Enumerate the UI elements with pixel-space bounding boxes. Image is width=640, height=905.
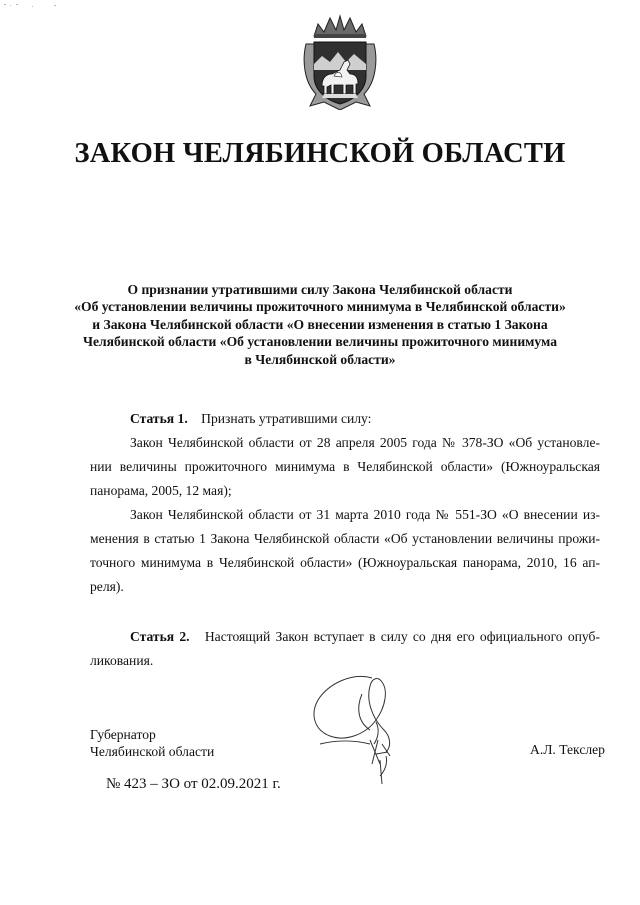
article-1-lead: Признать утратившими силу: (201, 411, 372, 426)
paragraph-line: нии величины прожиточного минимума в Челябинской области» (Южноуральская (90, 459, 600, 474)
paragraph-line: ликования. (90, 653, 154, 668)
article-2-label: Статья 2. (130, 629, 190, 644)
handwritten-signature (300, 660, 410, 785)
article-2-heading-line (90, 625, 600, 649)
article-1-heading-line (90, 407, 600, 431)
law-title-line: и Закона Челябинской области «О внесении изменения в статью 1 Закона (92, 316, 548, 332)
article-1-label: Статья 1. (130, 411, 188, 426)
paragraph-line: Закон Челябинской области от 31 марта 2010 года № 551-ЗО «О внесении из- (130, 507, 600, 522)
signatory-position-line: Челябинской области (90, 744, 215, 759)
article-1 (90, 407, 600, 599)
coat-of-arms-icon (300, 14, 380, 110)
law-title-line: «Об установлении величины прожиточного минимума в Челябинской области» (74, 299, 566, 315)
law-title-line: в Челябинской области» (244, 351, 396, 367)
signatory-position (90, 726, 214, 760)
law-title-line: О признании утратившими силу Закона Челябинской области (127, 282, 513, 297)
paragraph-line: менения в статью 1 Закона Челябинской области «Об установлении величины прожи- (90, 531, 600, 546)
law-heading: ЗАКОН ЧЕЛЯБИНСКОЙ ОБЛАСТИ (74, 138, 566, 169)
law-title (60, 281, 580, 368)
signatory-name: А.Л. Текслер (530, 742, 605, 757)
article-2-text: Настоящий Закон вступает в силу со дня его официального опуб- (204, 629, 600, 644)
paragraph-line: Закон Челябинской области от 28 апреля 2005 года № 378-ЗО «Об установле- (130, 435, 600, 450)
scan-artifact (2, 2, 72, 10)
paragraph-line: точного минимума в Челябинской области» (Южноуральская панорама, 2010, 16 ап- (90, 555, 600, 570)
registration-number: № 423 – ЗО от 02.09.2021 г. (106, 776, 281, 792)
law-title-line: Челябинской области «Об установлении величины прожиточного минимума (83, 334, 557, 350)
signatory-position-line: Губернатор (90, 727, 156, 742)
paragraph-line: реля). (90, 579, 124, 594)
paragraph-line: панорама, 2005, 12 мая); (90, 483, 232, 498)
